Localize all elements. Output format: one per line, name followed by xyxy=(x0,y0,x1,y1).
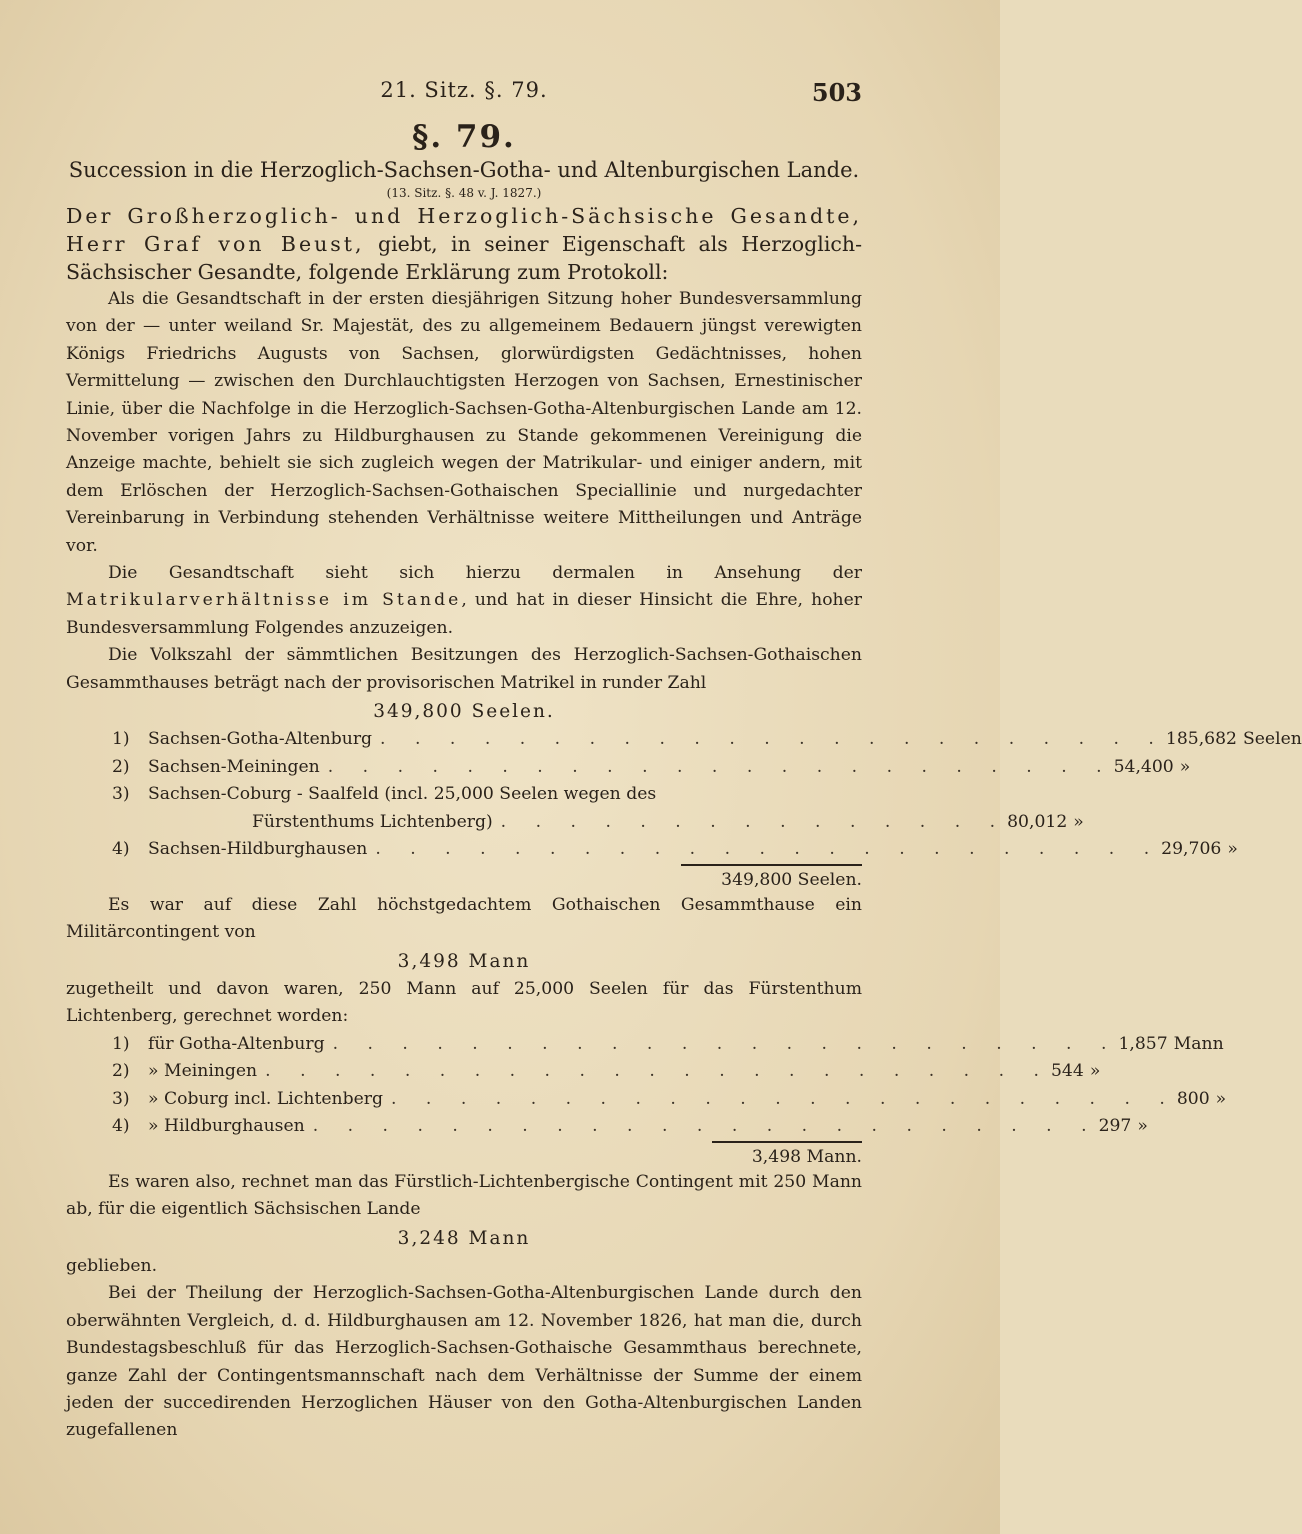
contingent-sum xyxy=(112,1141,862,1169)
section-reference: (13. Sitz. §. 48 v. J. 1827.) xyxy=(386,186,542,200)
row-unit: » xyxy=(1073,811,1084,832)
row-unit: Mann xyxy=(1173,1033,1224,1054)
table-row xyxy=(112,1113,1148,1141)
row-number: 1) xyxy=(112,729,130,750)
row-value: 29,706 xyxy=(1161,839,1222,860)
leader-dots: . . . . . . . . . . . . . . . . . . . . . . . xyxy=(327,756,1114,777)
row-number: 4) xyxy=(112,1116,130,1137)
paragraph-6: Es waren also, rechnet man das Fürstlich-Lichtenbergische Contingent mit 250 Mann ab, für die eigentlich Sächsischen Lande xyxy=(66,1172,862,1220)
row-label: Sachsen-Gotha-Altenburg xyxy=(148,729,373,750)
contingent-table xyxy=(66,1031,1227,1169)
page-number: 503 xyxy=(811,78,862,107)
table-row xyxy=(112,781,862,809)
row-number: 4) xyxy=(112,839,130,860)
row-unit: » xyxy=(1215,1088,1227,1109)
row-number: 2) xyxy=(112,756,130,777)
running-head: 21. Sitz. §. 79. xyxy=(380,78,548,102)
page-body xyxy=(66,118,1302,1445)
remaining-contingent: 3,248 Mann xyxy=(397,1227,531,1249)
row-label: » Coburg incl. Lichtenberg xyxy=(148,1088,383,1109)
table-row xyxy=(112,754,1191,782)
leader-dots: . . . . . . . . . . . . . . . . . . . . . . . xyxy=(380,729,1166,750)
leader-dots: . . . . . . . . . . . . . . . . . . . . . . . xyxy=(375,839,1162,860)
contingent-sum-value: 3,498 Mann. xyxy=(712,1141,862,1169)
row-number: 3) xyxy=(112,784,130,805)
intro-paragraph xyxy=(66,202,862,286)
paragraph-2-emphasis: Matrikularverhältnisse im Stande xyxy=(66,590,462,611)
row-value: 185,682 xyxy=(1165,729,1237,750)
population-total-heading: 349,800 Seelen. xyxy=(373,701,555,723)
paragraph-1: Als die Gesandtschaft in der ersten diesjährigen Sitzung hoher Bundesversammlung von der — unter weiland Sr. Majestät, des zu allgemeinem Bedauern jüngst verewigten Königs Friedrichs Augusts von Sachsen, glorwürdigsten Gedächtnisses, hohen Vermittelung — zwischen den Durchlauchtigsten Herzogen von Sachsen, Ernestinischer Linie, über die Nachfolge in die Herzoglich-Sachsen-Gotha-Altenburgischen Lande am 12. November vorigen Jahrs zu Hildburghausen zu Stande gekommenen Vereinigung die Anzeige machte, behielt sie sich zugleich wegen der Matrikular- und einiger andern, mit dem Erlöschen der Herzoglich-Sachsen-Gothaischen Speciallinie und nurgedachter Vereinbarung in Verbindung stehenden Verhältnisse weitere Mittheilungen und Anträge vor. xyxy=(66,289,862,556)
row-unit: Seelen xyxy=(1242,729,1302,750)
leader-dots: . . . . . . . . . . . . . . . xyxy=(500,811,1008,832)
paragraph-5: zugetheilt und davon waren, 250 Mann auf 25,000 Seelen für das Fürstenthum Lichtenberg, gerechnet worden: xyxy=(66,978,862,1027)
row-label: für Gotha-Altenburg xyxy=(148,1033,325,1054)
row-label: Fürstenthums Lichtenberg) xyxy=(252,811,493,832)
row-unit: » xyxy=(1227,839,1238,860)
row-number: 2) xyxy=(112,1061,130,1082)
leader-dots: . . . . . . . . . . . . . . . . . . . . . . . xyxy=(332,1033,1119,1054)
row-unit: » xyxy=(1089,1061,1101,1082)
section-title: Succession in die Herzoglich-Sachsen-Gotha- und Altenburgischen Lande. xyxy=(68,158,860,182)
row-value: 297 xyxy=(1098,1116,1132,1137)
envoy-name: Der Großherzoglich- und Herzoglich-Sächsische Gesandte, Herr Graf von Beust, xyxy=(66,204,862,256)
table-row xyxy=(112,1058,1101,1086)
table-row xyxy=(112,1086,1227,1114)
row-label: » Meiningen xyxy=(148,1061,258,1082)
row-label: » Hildburghausen xyxy=(148,1116,305,1137)
row-label: Sachsen-Meiningen xyxy=(148,756,320,777)
paragraph-6-end: geblieben. xyxy=(66,1255,158,1276)
paragraph-2-end: , und hat in dieser Hinsicht die Ehre, hoher Bundesversammlung Folgendes anzuzeigen. xyxy=(66,590,862,638)
row-label: Sachsen-Coburg - Saalfeld (incl. 25,000 Seelen wegen des xyxy=(148,784,657,805)
paragraph-7: Bei der Theilung der Herzoglich-Sachsen-Gotha-Altenburgischen Lande durch den oberwähnten Vergleich, d. d. Hildburghausen am 12. November 1826, hat man die, durch Bundestagsbeschluß für das Herzoglich-Sachsen-Gothaische Gesammthaus berechnete, ganze Zahl der Contingentsmannschaft nach dem Verhältnisse der Summe der einem jeden der succedirenden Herzoglichen Häuser von den Gotha-Altenburgischen Landen zugefallenen xyxy=(66,1283,862,1441)
leader-dots: . . . . . . . . . . . . . . . . . . . . . . . xyxy=(265,1061,1051,1082)
section-number: §. 79. xyxy=(412,119,516,155)
table-row xyxy=(112,809,1084,837)
row-value: 1,857 xyxy=(1118,1033,1168,1054)
table-row xyxy=(112,726,1302,754)
table-row xyxy=(112,836,1238,864)
paragraph-2-start: Die Gesandtschaft sieht sich hierzu dermalen in Ansehung der xyxy=(108,563,862,584)
row-value: 54,400 xyxy=(1113,756,1174,777)
row-unit: » xyxy=(1137,1116,1148,1137)
table-row xyxy=(112,1031,1224,1059)
contingent-total-heading: 3,498 Mann xyxy=(397,950,531,972)
row-value: 80,012 xyxy=(1007,811,1068,832)
paragraph-4: Es war auf diese Zahl höchstgedachtem Gothaischen Gesammthause ein Militärcontingent von xyxy=(66,895,862,943)
population-table xyxy=(66,726,1302,892)
paragraph-2 xyxy=(66,560,862,642)
row-number: 1) xyxy=(112,1033,130,1054)
leader-dots: . . . . . . . . . . . . . . . . . . . . . . . xyxy=(391,1088,1177,1109)
row-value: 800 xyxy=(1176,1088,1210,1109)
row-value: 544 xyxy=(1051,1061,1084,1082)
leader-dots: . . . . . . . . . . . . . . . . . . . . . . . xyxy=(312,1116,1099,1137)
row-unit: » xyxy=(1179,756,1191,777)
intro-rest: giebt, in seiner Eigenschaft als Herzoglich-Sächsischer Gesandte, folgende Erklärung zum Protokoll: xyxy=(66,232,862,284)
population-sum-value: 349,800 Seelen. xyxy=(681,864,862,892)
paragraph-3: Die Volkszahl der sämmtlichen Besitzungen des Herzoglich-Sachsen-Gothaischen Gesammthauses beträgt nach der provisorischen Matrikel in runder Zahl xyxy=(66,645,862,693)
page-header xyxy=(66,78,862,108)
row-label: Sachsen-Hildburghausen xyxy=(148,839,368,860)
population-sum xyxy=(112,864,862,892)
row-number: 3) xyxy=(112,1088,130,1109)
